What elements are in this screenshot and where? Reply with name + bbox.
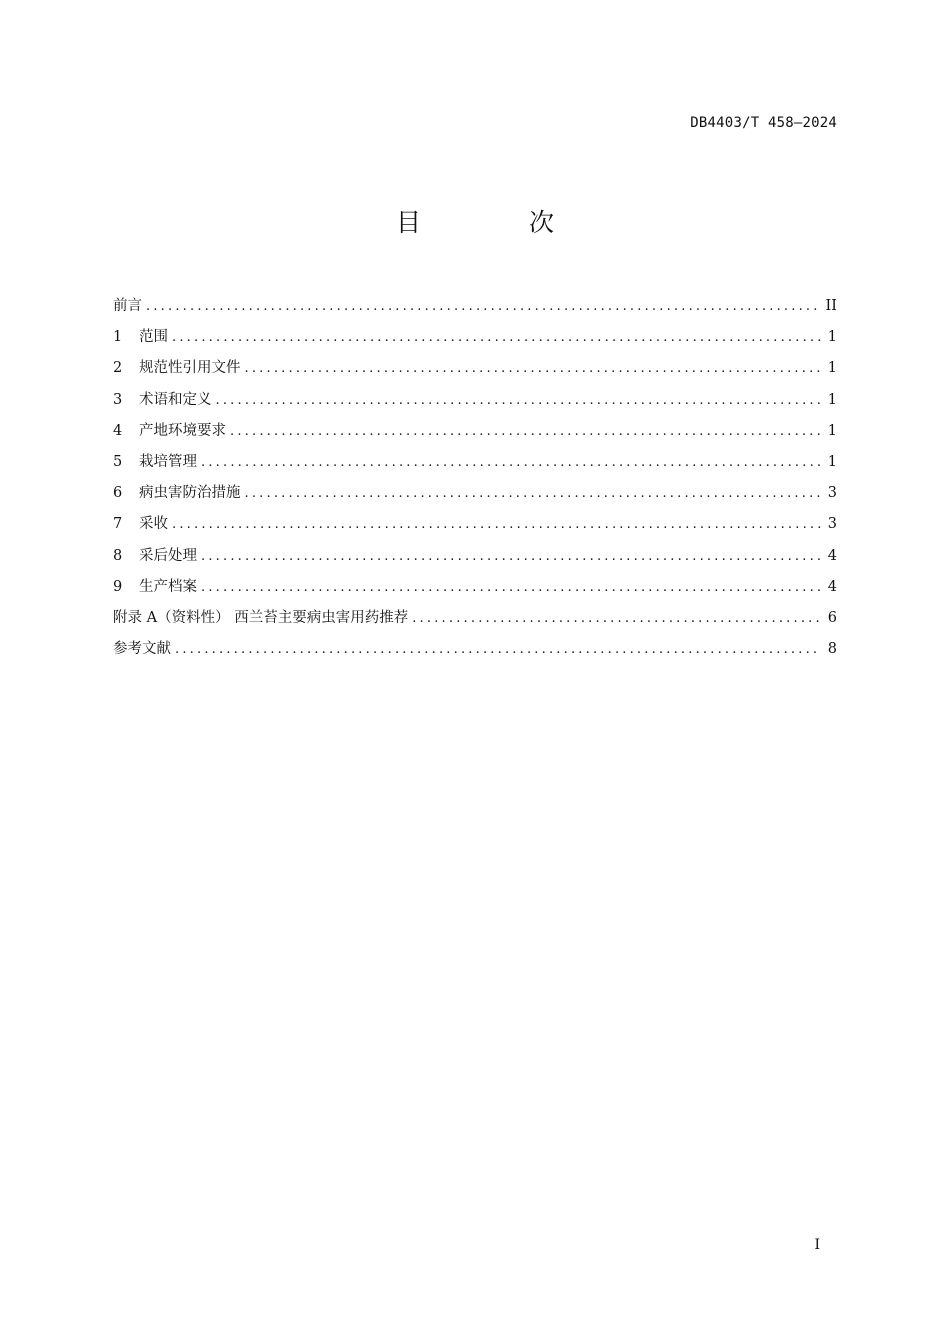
toc-entry-page: 4 [827, 547, 837, 564]
toc-entry-page: 1 [827, 453, 837, 470]
toc-entry-label: 采后处理 [139, 547, 197, 564]
toc-entry-label: 产地环境要求 [139, 422, 226, 439]
toc-entry-number: 1 [113, 329, 123, 346]
toc-entry-pest-control[interactable] [113, 481, 837, 512]
toc-dot-leader [230, 424, 821, 439]
toc-entry-page: II [825, 298, 837, 314]
toc-entry-page: 1 [827, 360, 837, 377]
toc-entry-page: 1 [827, 422, 837, 439]
toc-entry-number: 7 [113, 516, 123, 533]
toc-dot-leader [412, 611, 821, 626]
table-of-contents [113, 294, 837, 668]
toc-entry-label: 病虫害防治措施 [139, 485, 241, 502]
toc-entry-post-harvest[interactable] [113, 544, 837, 575]
toc-entry-label: 参考文献 [113, 641, 171, 658]
toc-entry-appendix-a[interactable] [113, 606, 837, 637]
toc-entry-label: 前言 [113, 298, 142, 314]
toc-dot-leader [146, 299, 820, 314]
toc-entry-page: 1 [827, 329, 837, 346]
page-title: 目 次 [396, 208, 604, 237]
toc-dot-leader [201, 549, 821, 564]
toc-entry-scope[interactable] [113, 325, 837, 356]
toc-entry-label: 附录 A（资料性） 西兰苔主要病虫害用药推荐 [113, 609, 409, 626]
toc-entry-page: 3 [827, 516, 837, 533]
toc-entry-number: 3 [113, 391, 123, 408]
toc-dot-leader [172, 517, 821, 532]
toc-dot-leader [201, 580, 821, 595]
toc-entry-cultivation-management[interactable] [113, 450, 837, 481]
toc-entry-label: 采收 [139, 516, 168, 533]
toc-dot-leader [172, 330, 821, 345]
toc-entry-environment-requirements[interactable] [113, 419, 837, 450]
toc-entry-number: 6 [113, 485, 123, 502]
toc-entry-bibliography[interactable] [113, 637, 837, 668]
document-code: DB4403/T 458—2024 [690, 115, 837, 131]
toc-entry-number: 5 [113, 453, 123, 470]
page-number: I [814, 1237, 820, 1253]
toc-entry-page: 6 [827, 609, 837, 626]
toc-entry-number: 4 [113, 422, 123, 439]
toc-entry-page: 4 [827, 578, 837, 595]
toc-dot-leader [216, 393, 822, 408]
toc-dot-leader [245, 486, 822, 501]
toc-entry-label: 规范性引用文件 [139, 360, 241, 377]
toc-entry-number: 9 [113, 578, 123, 595]
toc-entry-number: 8 [113, 547, 123, 564]
toc-entry-normative-references[interactable] [113, 356, 837, 387]
toc-dot-leader [175, 642, 821, 657]
toc-dot-leader [201, 455, 821, 470]
toc-dot-leader [245, 361, 822, 376]
toc-entry-label: 栽培管理 [139, 453, 197, 470]
toc-entry-page: 3 [827, 485, 837, 502]
toc-entry-harvest[interactable] [113, 512, 837, 543]
toc-entry-foreword[interactable] [113, 294, 837, 325]
toc-entry-production-records[interactable] [113, 575, 837, 606]
toc-entry-number: 2 [113, 360, 123, 377]
toc-entry-terms-definitions[interactable] [113, 388, 837, 419]
toc-entry-label: 术语和定义 [139, 391, 212, 408]
toc-entry-page: 8 [827, 641, 837, 658]
toc-entry-page: 1 [827, 391, 837, 408]
toc-entry-label: 生产档案 [139, 578, 197, 595]
toc-entry-label: 范围 [139, 329, 168, 346]
